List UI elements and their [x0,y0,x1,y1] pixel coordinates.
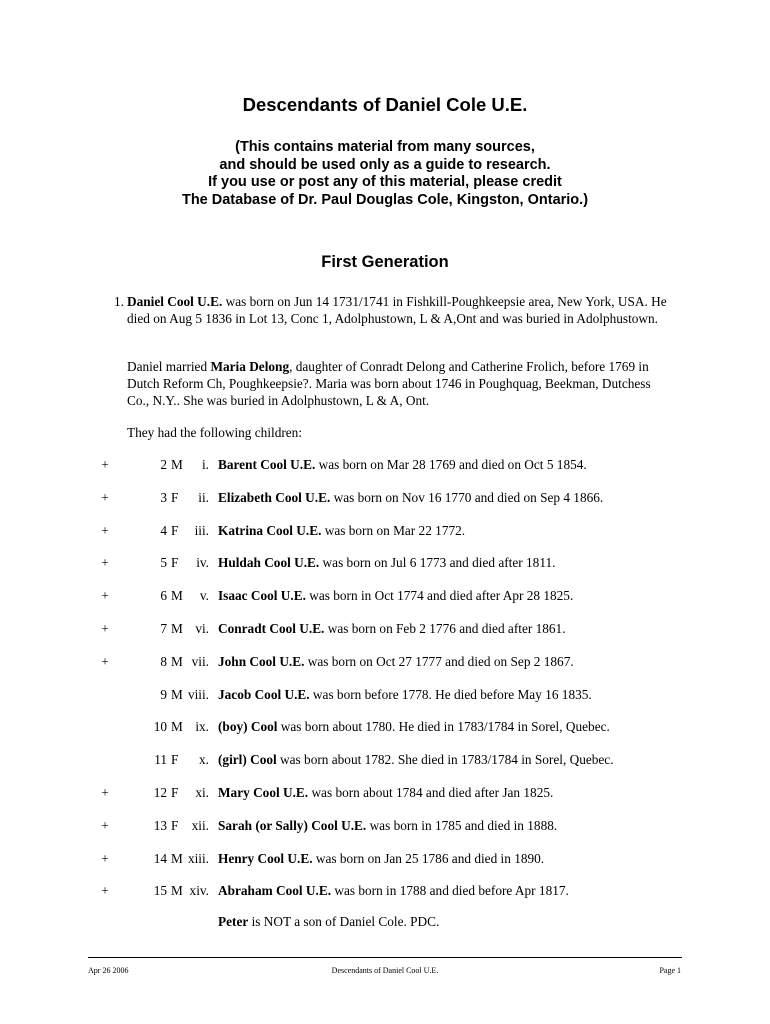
child-plus-marker: + [101,817,109,833]
disclaimer [0,139,770,209]
child-row [0,751,770,784]
child-name: (girl) Cool [218,752,277,768]
footer-date: Apr 26 2006 [88,966,129,975]
disclaimer-line: (This contains material from many sources, [235,139,535,155]
child-details: was born on Mar 22 1772. [321,522,466,538]
child-row [0,587,770,620]
child-plus-marker: + [101,883,109,899]
child-roman-numeral: x. [199,752,209,768]
child-details: was born about 1780. He died in 1783/1784 in Sorel, Quebec. [277,719,610,735]
footer-page: Page 1 [659,966,681,975]
child-plus-marker: + [101,555,109,571]
child-details: was born in 1788 and died before Apr 1817. [331,883,569,899]
ancestor-name: Daniel Cool U.E. [127,294,223,309]
child-details: was born before 1778. He died before May 16 1835. [309,686,592,702]
child-description [218,686,592,703]
child-details: was born on Jul 6 1773 and died after 1811. [319,555,556,571]
child-details: was born on Feb 2 1776 and died after 1861. [324,620,566,636]
child-description [218,554,555,571]
child-details: was born on Mar 28 1769 and died on Oct 5 1854. [315,457,587,472]
child-roman-numeral: xii. [191,817,209,833]
child-row [0,784,770,817]
child-sex: M [171,588,183,604]
entry-text [127,293,674,327]
child-row [0,718,770,751]
child-sex: F [171,489,179,505]
note [218,914,439,930]
child-description [218,784,553,801]
child-name: Mary Cool U.E. [218,784,309,800]
child-sex: F [171,522,179,538]
child-row [0,554,770,587]
child-row [0,456,770,489]
child-roman-numeral: xiv. [189,883,209,899]
child-roman-numeral: ii. [198,489,209,505]
child-sex: M [171,686,183,702]
generation-heading: First Generation [321,253,449,271]
child-description [218,850,544,867]
child-sex: F [171,555,179,571]
children-intro: They had the following children: [127,425,303,440]
child-roman-numeral: ix. [195,719,209,735]
child-number: 9 [160,686,167,702]
child-plus-marker: + [101,489,109,505]
child-plus-marker: + [101,653,109,669]
child-sex: M [171,883,183,899]
child-row [0,686,770,719]
child-details: was born on Jan 25 1786 and died in 1890. [312,850,545,866]
child-sex: M [171,620,183,636]
child-name: Henry Cool U.E. [218,850,313,866]
child-number: 13 [153,817,167,833]
child-description [218,751,614,768]
child-name: Huldah Cool U.E. [218,555,320,571]
child-row [0,817,770,850]
child-number: 4 [160,522,167,538]
child-description [218,882,569,899]
footer-divider [88,957,682,958]
child-sex: M [171,719,183,735]
child-number: 10 [153,719,167,735]
child-name: Conradt Cool U.E. [218,620,325,636]
child-number: 2 [160,457,167,472]
child-row [0,850,770,883]
child-number: 11 [154,752,167,768]
entry-number: 1. [114,294,124,309]
document-title: Descendants of Daniel Cole U.E. [242,94,528,115]
child-number: 6 [160,588,167,604]
child-number: 7 [160,620,167,636]
disclaimer-line: If you use or post any of this material, please credit [208,174,562,190]
marriage-paragraph [127,358,675,409]
child-roman-numeral: viii. [187,686,209,702]
child-row [0,489,770,522]
child-sex: F [171,752,179,768]
child-details: was born about 1784 and died after Jan 1825. [308,784,554,800]
child-description [218,522,465,539]
child-roman-numeral: xiii. [187,850,209,866]
children-list [0,456,770,915]
child-roman-numeral: iii. [194,522,209,538]
child-plus-marker: + [101,457,109,472]
child-name: Abraham Cool U.E. [218,883,332,899]
spouse-name: Maria Delong [210,359,290,374]
child-row [0,882,770,915]
child-name: Isaac Cool U.E. [218,588,306,604]
child-details: was born about 1782. She died in 1783/1784 in Sorel, Quebec. [276,752,614,768]
child-roman-numeral: xi. [195,784,209,800]
child-details: was born on Oct 27 1777 and died on Sep 2 1867. [304,653,574,669]
child-description [218,817,557,834]
child-name: Jacob Cool U.E. [218,686,310,702]
child-number: 3 [160,489,167,505]
footer-title: Descendants of Daniel Cool U.E. [331,966,439,975]
child-description [218,653,574,670]
child-details: was born in Oct 1774 and died after Apr 28 1825. [305,588,574,604]
child-name: Barent Cool U.E. [218,457,316,472]
child-name: (boy) Cool [218,719,278,735]
child-sex: M [171,850,183,866]
child-plus-marker: + [101,588,109,604]
child-details: was born in 1785 and died in 1888. [366,817,558,833]
child-name: Elizabeth Cool U.E. [218,489,331,505]
note-name: Peter [218,914,249,929]
child-plus-marker: + [101,784,109,800]
child-row [0,620,770,653]
marriage-pre: Daniel married [127,359,211,374]
child-name: Sarah (or Sally) Cool U.E. [218,817,367,833]
child-roman-numeral: i. [201,457,209,472]
child-number: 15 [153,883,167,899]
child-sex: F [171,817,179,833]
ancestor-details: was born on Jun 14 1731/1741 in Fishkill-Poughkeepsie area, New York, USA. He died on Aug 5 1836 in Lot 13, Conc 1, Adolphustown, L & A,Ont and was buried in Adolphustown. [127,294,667,326]
child-row [0,653,770,686]
child-number: 12 [153,784,167,800]
child-plus-marker: + [101,620,109,636]
disclaimer-line: and should be used only as a guide to research. [219,156,551,173]
child-roman-numeral: vi. [195,620,209,636]
child-number: 14 [153,850,167,866]
child-details: was born on Nov 16 1770 and died on Sep 4 1866. [330,489,604,505]
child-roman-numeral: iv. [196,555,209,571]
disclaimer-line: The Database of Dr. Paul Douglas Cole, Kingston, Ontario.) [181,191,589,208]
child-roman-numeral: vii. [191,653,209,669]
child-name: Katrina Cool U.E. [218,522,322,538]
child-description [218,456,587,473]
child-number: 5 [160,555,167,571]
child-number: 8 [160,653,167,669]
child-description [218,718,610,735]
child-name: John Cool U.E. [218,653,305,669]
child-plus-marker: + [101,850,109,866]
child-sex: F [171,784,179,800]
ancestor-entry [114,293,674,327]
child-description [218,489,603,506]
note-text: is NOT a son of Daniel Cole. PDC. [248,914,440,929]
child-plus-marker: + [101,522,109,538]
child-description [218,587,573,604]
marriage-details: , daughter of Conradt Delong and Catherine Frolich, before 1769 in Dutch Reform Ch, Poughkeepsie?. Maria was born about 1746 in Poughquag, Beekman, Dutchess Co., N.Y.. She was buried in Adolphustown, L & A, Ont. [127,359,651,408]
child-sex: M [171,653,183,669]
child-sex: M [171,457,183,472]
child-roman-numeral: v. [199,588,209,604]
child-row [0,522,770,555]
child-description [218,620,566,637]
